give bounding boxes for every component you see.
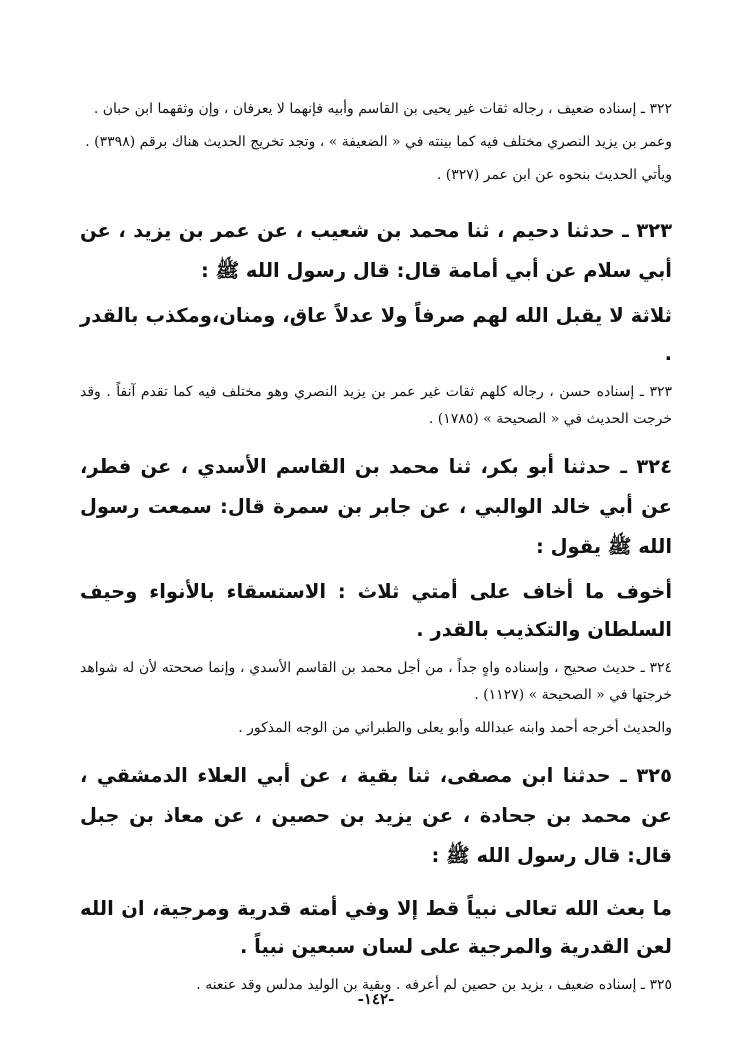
- footnote-322-c: ويأتي الحديث بنحوه عن ابن عمر (٣٢٧) .: [436, 167, 672, 183]
- footnote-322-a: ٣٢٢ ـ إسناده ضعيف ، رجاله ثقات غير يحيى بن القاسم وأبيه فإنهما لا يعرفان ، وإن وثقهما ابن حبان .: [93, 101, 672, 117]
- footnote-323: ٣٢٣ ـ إسناده حسن ، رجاله كلهم ثقات غير عمر بن يزيد النصري وهو مختلف فيه كما تقدم آنفاً . وقد خرجت الحديث في « الصحيحة » (١٧٨٥) .: [80, 384, 672, 427]
- page-number: -١٤٢-: [357, 990, 395, 1008]
- hadith-323-isnad: ٣٢٣ ـ حدثنا دحيم ، ثنا محمد بن شعيب ، عن عمر بن يزيد ، عن أبي سلام عن أبي أمامة قال: قال رسول الله ﷺ :: [80, 219, 672, 282]
- hadith-325-matn: ما بعث الله تعالى نبياً قط إلا وفي أمته قدرية ومرجية، ان الله لعن القدرية والمرجية على لسان سبعين نبياً .: [80, 897, 672, 958]
- hadith-324-isnad: ٣٢٤ ـ حدثنا أبو بكر، ثنا محمد بن القاسم الأسدي ، عن فطر، عن أبي خالد الوالبي ، عن جابر بن سمرة قال: سمعت رسول الله ﷺ يقول :: [80, 455, 672, 558]
- hadith-324-matn: أخوف ما أخاف على أمتي ثلاث : الاستسقاء بالأنواء وحيف السلطان والتكذيب بالقدر .: [80, 580, 672, 641]
- footnote-325: ٣٢٥ ـ إسناده ضعيف ، يزيد بن حصين لم أعرفه . وبقية بن الوليد مدلس وقد عنعنه .: [196, 977, 672, 993]
- footnote-324-b: والحديث أخرجه أحمد وابنه عبدالله وأبو يعلى والطبراني من الوجه المذكور .: [238, 720, 672, 736]
- hadith-325-isnad: ٣٢٥ ـ حدثنا ابن مصفى، ثنا بقية ، عن أبي العلاء الدمشقي ، عن محمد بن جحادة ، عن يزيد بن حصين ، عن معاذ بن جبل قال: قال رسول الله ﷺ :: [80, 764, 672, 867]
- hadith-323-matn: ثلاثة لا يقبل الله لهم صرفاً ولا عدلاً عاق، ومنان،ومكذب بالقدر .: [80, 304, 672, 365]
- footnote-322-b: وعمر بن يزيد النصري مختلف فيه كما بينته في « الضعيفة » ، وتجد تخريج الحديث هناك برقم (٣٣٩٨) .: [85, 134, 672, 150]
- footnote-324-a: ٣٢٤ ـ حديث صحيح ، وإسناده واهٍ جداً ، من أجل محمد بن القاسم الأسدي ، وإنما صححته لأن له شواهد خرجتها في « الصحيحة » (١١٢٧) .: [80, 660, 672, 703]
